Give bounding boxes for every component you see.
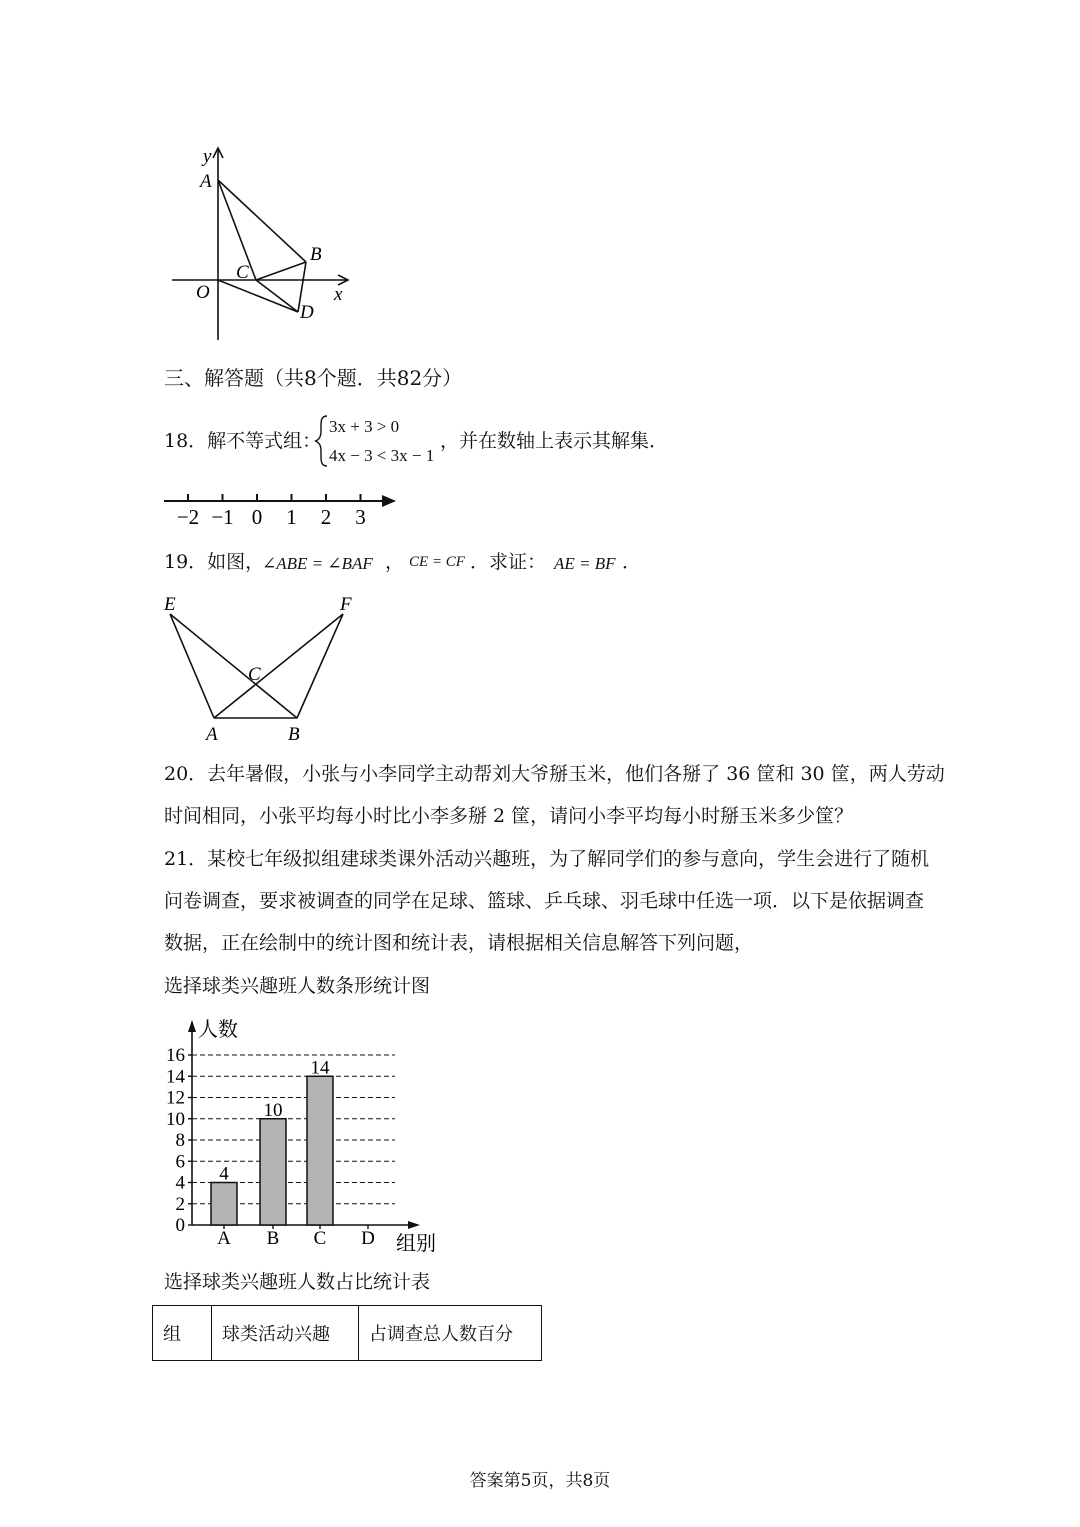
q19-goal: AE = BF bbox=[554, 554, 616, 573]
segment-cd bbox=[256, 280, 298, 312]
y-tick-label: 10 bbox=[166, 1108, 185, 1130]
label-b: B bbox=[288, 724, 300, 745]
category-label: D bbox=[361, 1228, 375, 1249]
bar-b bbox=[260, 1119, 286, 1225]
label-f: F bbox=[340, 594, 352, 615]
label-o: O bbox=[196, 282, 210, 303]
segment-ab bbox=[218, 180, 306, 262]
q18-inequality-1: 3x + 3 > 0 bbox=[329, 417, 400, 436]
table-header-activity: 球类活动兴趣 bbox=[212, 1306, 359, 1361]
label-x: x bbox=[334, 284, 343, 305]
label-a: A bbox=[206, 724, 218, 745]
q18-suffix: ，并在数轴上表示其解集． bbox=[440, 430, 669, 452]
label-e: E bbox=[164, 594, 176, 615]
y-tick-label: 6 bbox=[175, 1151, 185, 1173]
label-a: A bbox=[200, 171, 212, 192]
x-axis-label: 组别 bbox=[396, 1231, 436, 1255]
number-line-label: −1 bbox=[211, 505, 234, 529]
y-tick-label: 0 bbox=[175, 1215, 185, 1236]
y-axis-arrow bbox=[188, 1020, 196, 1032]
q19-separator: ， bbox=[385, 551, 405, 573]
number-line-label: 2 bbox=[320, 505, 332, 529]
y-tick-label: 12 bbox=[166, 1087, 185, 1109]
q21-line-1: 21．某校七年级拟组建球类课外活动兴趣班，为了解同学们的参与意向，学生会进行了随机 bbox=[164, 848, 930, 870]
number-line-label: 0 bbox=[251, 505, 263, 529]
category-label: A bbox=[217, 1228, 231, 1249]
number-line bbox=[160, 488, 400, 530]
number-line-label: 1 bbox=[286, 505, 297, 529]
q18-inequality-2: 4x − 3 < 3x − 1 bbox=[329, 446, 435, 465]
table-header-percent: 占调查总人数百分 bbox=[359, 1306, 542, 1361]
category-label: C bbox=[313, 1228, 327, 1249]
stat-table bbox=[152, 1305, 542, 1361]
y-tick-label: 4 bbox=[175, 1172, 185, 1194]
q18-prefix: 18．解不等式组： bbox=[164, 430, 322, 452]
q19-condition-2: CE = CF bbox=[409, 554, 465, 570]
y-tick-label: 14 bbox=[166, 1066, 185, 1088]
q21-line-3: 数据，正在绘制中的统计图和统计表，请根据相关信息解答下列问题， bbox=[164, 932, 754, 954]
chart-caption: 选择球类兴趣班人数条形统计图 bbox=[164, 975, 431, 997]
y-tick-label: 2 bbox=[175, 1193, 185, 1215]
label-y: y bbox=[203, 146, 212, 167]
q19-figure bbox=[160, 588, 370, 748]
bar-data-label: 4 bbox=[219, 1163, 229, 1185]
q20-line-2: 时间相同，小张平均每小时比小李多掰 2 筐，请问小李平均每小时掰玉米多少筐？ bbox=[164, 805, 854, 827]
bar-data-label: 10 bbox=[263, 1099, 283, 1121]
x-axis-arrow bbox=[408, 1221, 420, 1229]
number-line-label: 3 bbox=[355, 505, 366, 529]
bar-data-label: 14 bbox=[310, 1057, 330, 1079]
bar-a bbox=[211, 1183, 237, 1226]
number-line-arrow bbox=[382, 495, 396, 507]
q19-mid: ．求证： bbox=[470, 551, 547, 573]
q19-prefix: 19．如图， bbox=[164, 551, 265, 573]
table-header-row bbox=[153, 1306, 542, 1361]
label-d: D bbox=[300, 302, 314, 323]
y-tick-label: 8 bbox=[175, 1130, 185, 1151]
section-title: 三、解答题（共8个题．共82分） bbox=[164, 366, 463, 390]
bar-c bbox=[307, 1076, 333, 1225]
label-c: C bbox=[248, 664, 261, 685]
q21-line-2: 问卷调查，要求被调查的同学在足球、篮球、乒乓球、羽毛球中任选一项．以下是依据调查 bbox=[164, 890, 925, 912]
bar-chart bbox=[150, 1010, 450, 1260]
y-tick-label: 16 bbox=[166, 1045, 185, 1066]
q19-condition-1: ∠ABE = ∠BAF bbox=[262, 554, 373, 573]
q19-end: ． bbox=[622, 551, 642, 573]
q20-line-1: 20．去年暑假，小张与小李同学主动帮刘大爷掰玉米，他们各掰了 36 筐和 30 筐，两人劳动 bbox=[164, 763, 945, 785]
segment-cb bbox=[256, 262, 306, 280]
segment-od bbox=[218, 280, 298, 312]
table-header-group: 组 bbox=[153, 1306, 212, 1361]
y-axis-label: 人数 bbox=[198, 1017, 238, 1041]
page-footer: 答案第5页，共8页 bbox=[469, 1471, 611, 1491]
label-b: B bbox=[310, 244, 322, 265]
label-c: C bbox=[236, 262, 249, 283]
number-line-label: −2 bbox=[176, 505, 200, 529]
table-caption: 选择球类兴趣班人数占比统计表 bbox=[164, 1271, 431, 1293]
coordinate-figure bbox=[160, 140, 360, 350]
category-label: B bbox=[266, 1228, 280, 1249]
